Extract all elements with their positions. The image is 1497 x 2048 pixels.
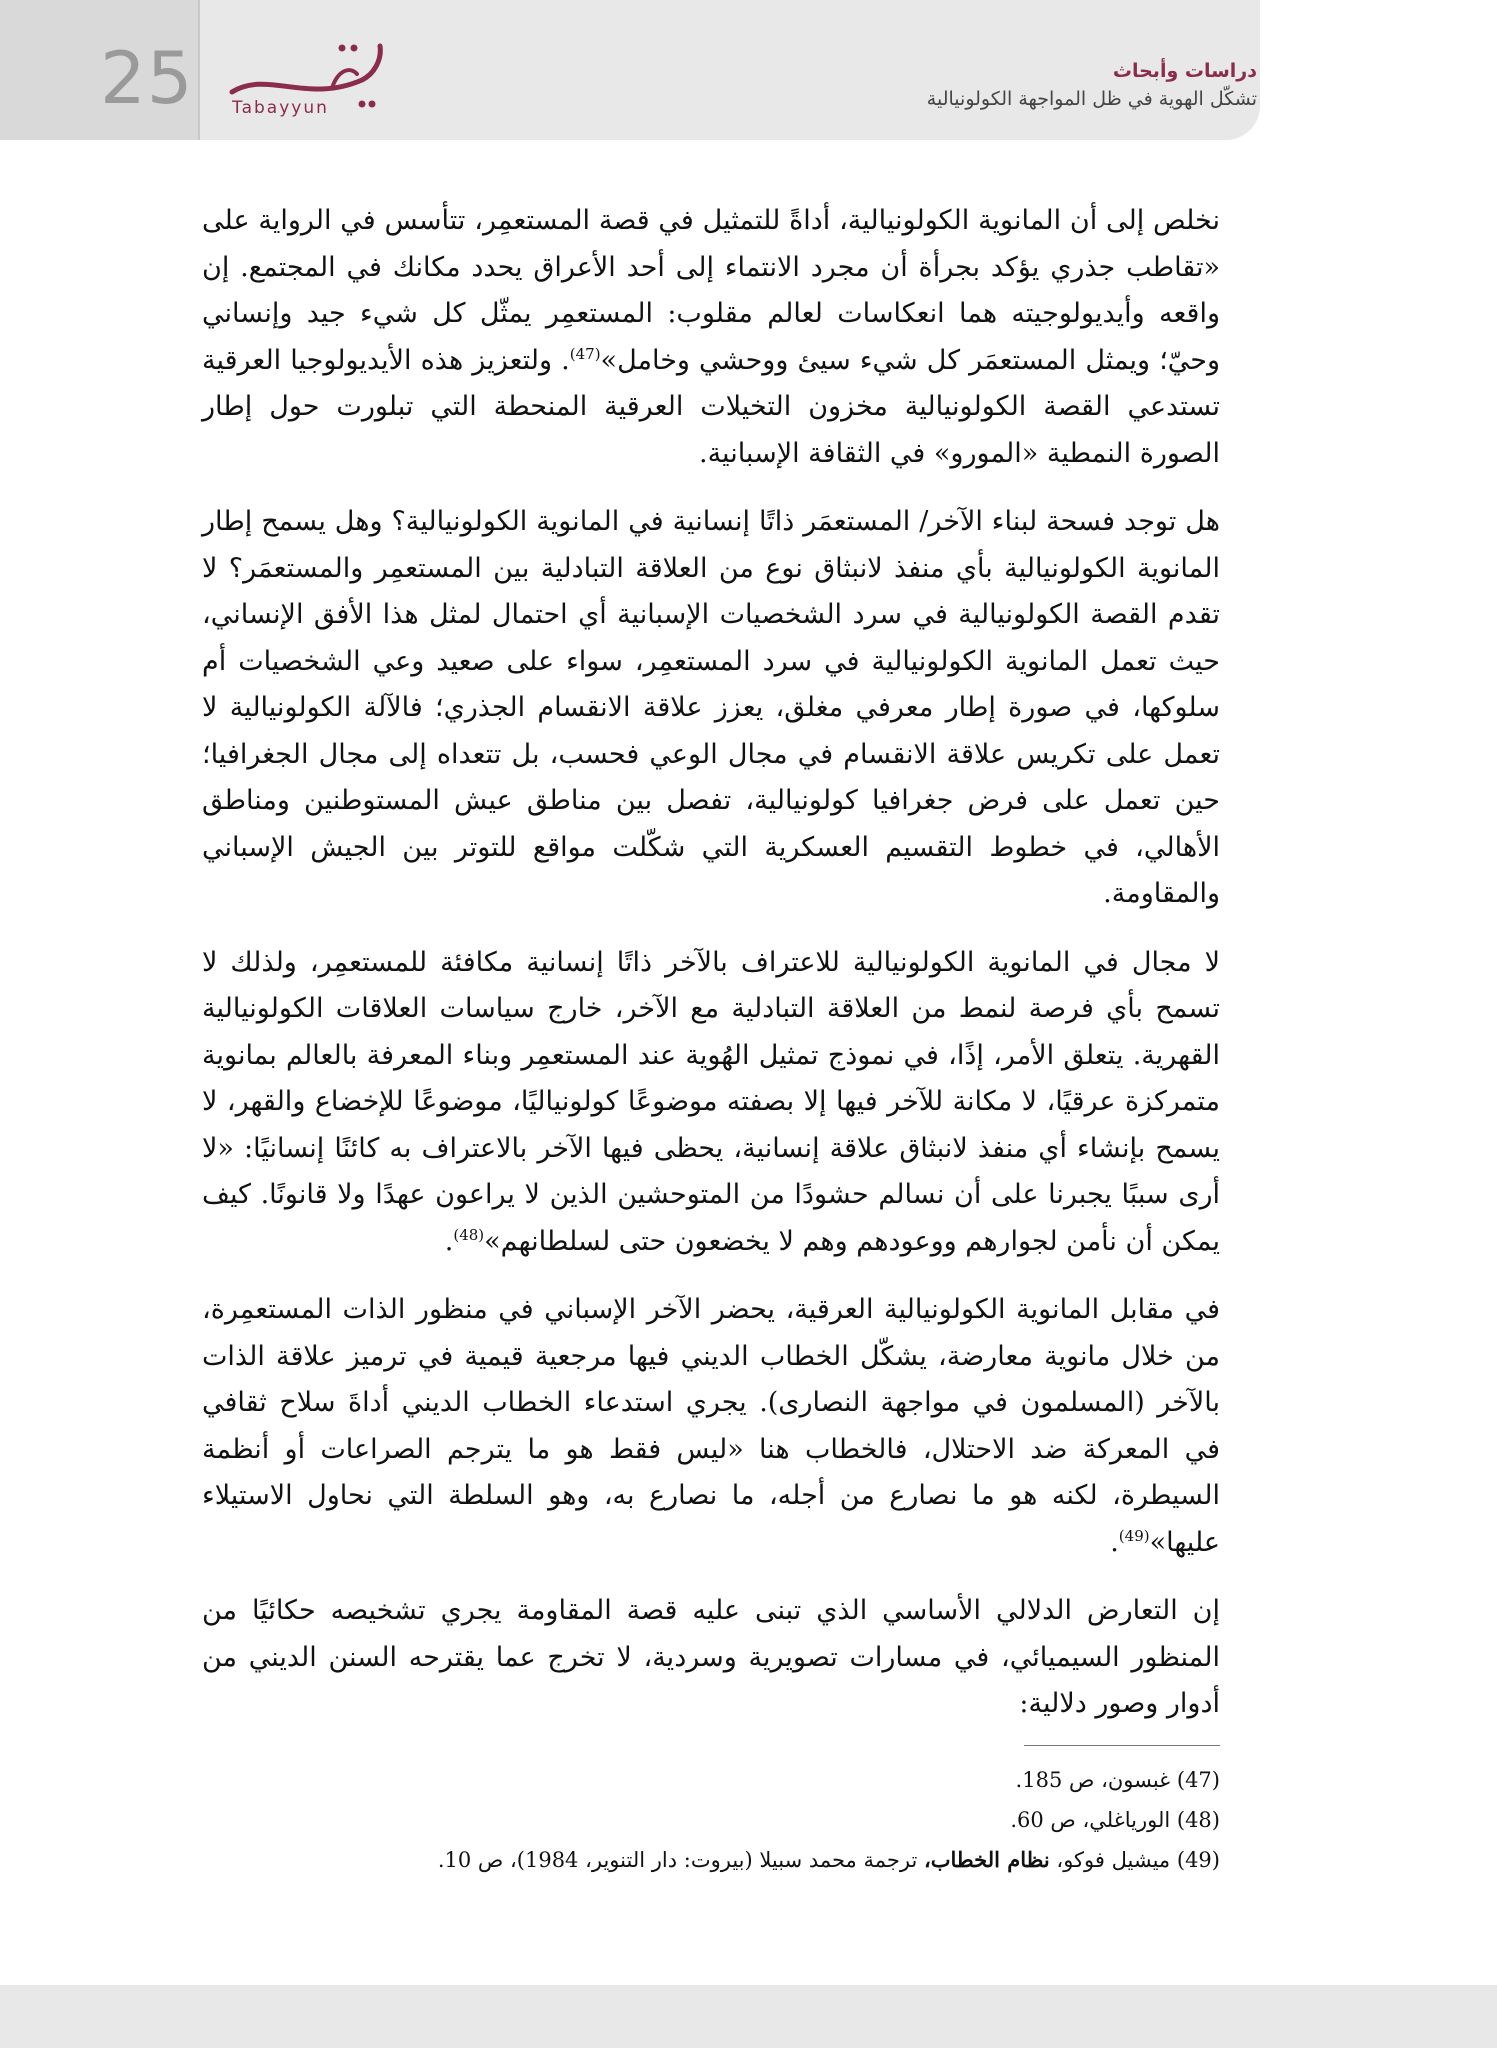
- footnote-book-title: نظام الخطاب،: [923, 1847, 1050, 1872]
- paragraph-text: في مقابل المانوية الكولونيالية العرقية، يحضر الآخر الإسباني في منظور الذات المستعمِرة، من خلال مانوية معارضة، يشكّل الخطاب الديني فيها مرجعية قيمية في ترميز علاقة الذات بالآخر (المسلمون في مواجهة النصارى). يجري استدعاء الخطاب الديني أداةَ سلاح ثقافي في المعركة ضد الاحتلال، فالخطاب هنا «ليس فقط هو ما يترجم الصراعات أو أنظمة السيطرة، لكنه هو ما نصارع من أجله، ما نصارع به، وهو السلطة التي نحاول الاستيلاء عليها»: [202, 1294, 1220, 1558]
- footnote-49: [202, 1840, 1220, 1880]
- footnote-ref-49[interactable]: (49): [1118, 1526, 1150, 1545]
- paragraph-5: [202, 1588, 1220, 1728]
- footnote-separator: [1024, 1745, 1220, 1746]
- logo-latin-text: Tabayyun: [232, 98, 329, 118]
- footnote-text: ترجمة محمد سبيلا (بيروت: دار التنوير، 1984)، ص 10.: [437, 1848, 918, 1872]
- paragraph-text: لا مجال في المانوية الكولونيالية للاعتراف بالآخر ذاتًا إنسانية مكافئة للمستعمِر، ولذلك لا تسمح بأي فرصة لنمط من العلاقة التبادلية مع الآخر، خارج سياسات العلاقات الكولونيالية القهرية. يتعلق الأمر، إذًا، في نموذج تمثيل الهُوية عند المستعمِر وبناء المعرفة بالعالم بمانوية متمركزة عرقيًا، لا مكانة للآخر فيها إلا بصفته موضوعًا كولونياليًا، موضوعًا للإخضاع والقهر، لا يسمح بإنشاء أي منفذ لانبثاق علاقة إنسانية، يحظى فيها الآخر بالاعتراف به كائنًا إنسانيًا: «لا أرى سببًا يجبرنا على أن نسالم حشودًا من المتوحشين الذين لا يراعون عهدًا ولا قانونًا. كيف يمكن أن نأمن لجوارهم ووعودهم وهم لا يخضعون حتى لسلطانهم»: [202, 946, 1220, 1257]
- paragraph-tail: .: [1110, 1526, 1119, 1558]
- paragraph-tail: . ولتعزيز هذه الأيديولوجيا العرقية تستدعي القصة الكولونيالية مخزون التخيلات العرقية المنحطة التي تبلورت حول إطار الصورة النمطية «المورو» في الثقافة الإسبانية.: [202, 344, 1220, 469]
- footnote-author: ميشيل فوكو،: [1056, 1848, 1171, 1872]
- paragraph-text: هل توجد فسحة لبناء الآخر/ المستعمَر ذاتًا إنسانية في المانوية الكولونيالية؟ وهل يسمح إطار المانوية الكولونيالية بأي منفذ لانبثاق نوع من العلاقة التبادلية بين المستعمِر والمستعمَر؟ لا تقدم القصة الكولونيالية في سرد الشخصيات الإسبانية أي احتمال لمثل هذا الأفق الإنساني، حيث تعمل المانوية الكولونيالية في سرد المستعمِر، سواء على صعيد وعي الشخصيات أم سلوكها، في صورة إطار معرفي مغلق، يعزز علاقة الانقسام الجذري؛ فالآلة الكولونيالية لا تعمل على تكريس علاقة الانقسام في مجال الوعي فحسب، بل تتعداه إلى مجال الجغرافيا؛ حين تعمل على فرض جغرافيا كولونيالية، تفصل بين مناطق عيش المستوطنين ومناطق الأهالي، في خطوط التقسيم العسكرية التي شكّلت مواقع للتوتر بين الجيش الإسباني والمقاومة.: [202, 506, 1220, 909]
- paragraph-4: [202, 1287, 1220, 1566]
- footnote-number: (47): [1176, 1768, 1220, 1792]
- footnote-48: [202, 1800, 1220, 1840]
- header-divider: [198, 0, 200, 140]
- footnotes: [202, 1760, 1220, 1880]
- paragraph-text: نخلص إلى أن المانوية الكولونيالية، أداةً للتمثيل في قصة المستعمِر، تتأسس في الرواية على «تقاطب جذري يؤكد بجرأة أن مجرد الانتماء إلى أحد الأعراق يحدد مكانك في المجتمع. إن واقعه وأيديولوجيته هما انعكاسات لعالم مقلوب: المستعمِر يمثّل كل شيء جيد وإنساني وحيّ؛ ويمثل المستعمَر كل شيء سيئ ووحشي وخامل»: [202, 205, 1221, 376]
- page-number: 25: [100, 36, 194, 120]
- footnote-ref-48[interactable]: (48): [453, 1225, 485, 1244]
- article-body: [202, 198, 1220, 1750]
- paragraph-2: [202, 499, 1220, 918]
- footnote-ref-47[interactable]: (47): [569, 344, 601, 363]
- paragraph-text: إن التعارض الدلالي الأساسي الذي تبنى عليه قصة المقاومة يجري تشخيصه حكائيًا من المنظور السيميائي، في مسارات تصويرية وسردية، لا تخرج عما يقترحه السنن الديني من أدوار وصور دلالية:: [202, 1595, 1220, 1719]
- journal-logo: [212, 30, 397, 135]
- footnote-text: غبسون، ص 185.: [1015, 1768, 1171, 1792]
- section-title: دراسات وأبحاث: [1112, 60, 1257, 82]
- article-running-title: تشكّل الهوية في ظل المواجهة الكولونيالية: [926, 88, 1257, 110]
- footnote-number: (49): [1176, 1848, 1220, 1872]
- footnote-47: [202, 1760, 1220, 1800]
- footer-band: [0, 1985, 1497, 2048]
- logo-calligraphy-icon: [212, 30, 397, 135]
- footnote-text: الورياغلي، ص 60.: [1010, 1808, 1171, 1832]
- paragraph-3: [202, 940, 1220, 1266]
- paragraph-tail: .: [444, 1225, 454, 1257]
- paragraph-1: [202, 198, 1220, 477]
- footnote-number: (48): [1176, 1808, 1220, 1832]
